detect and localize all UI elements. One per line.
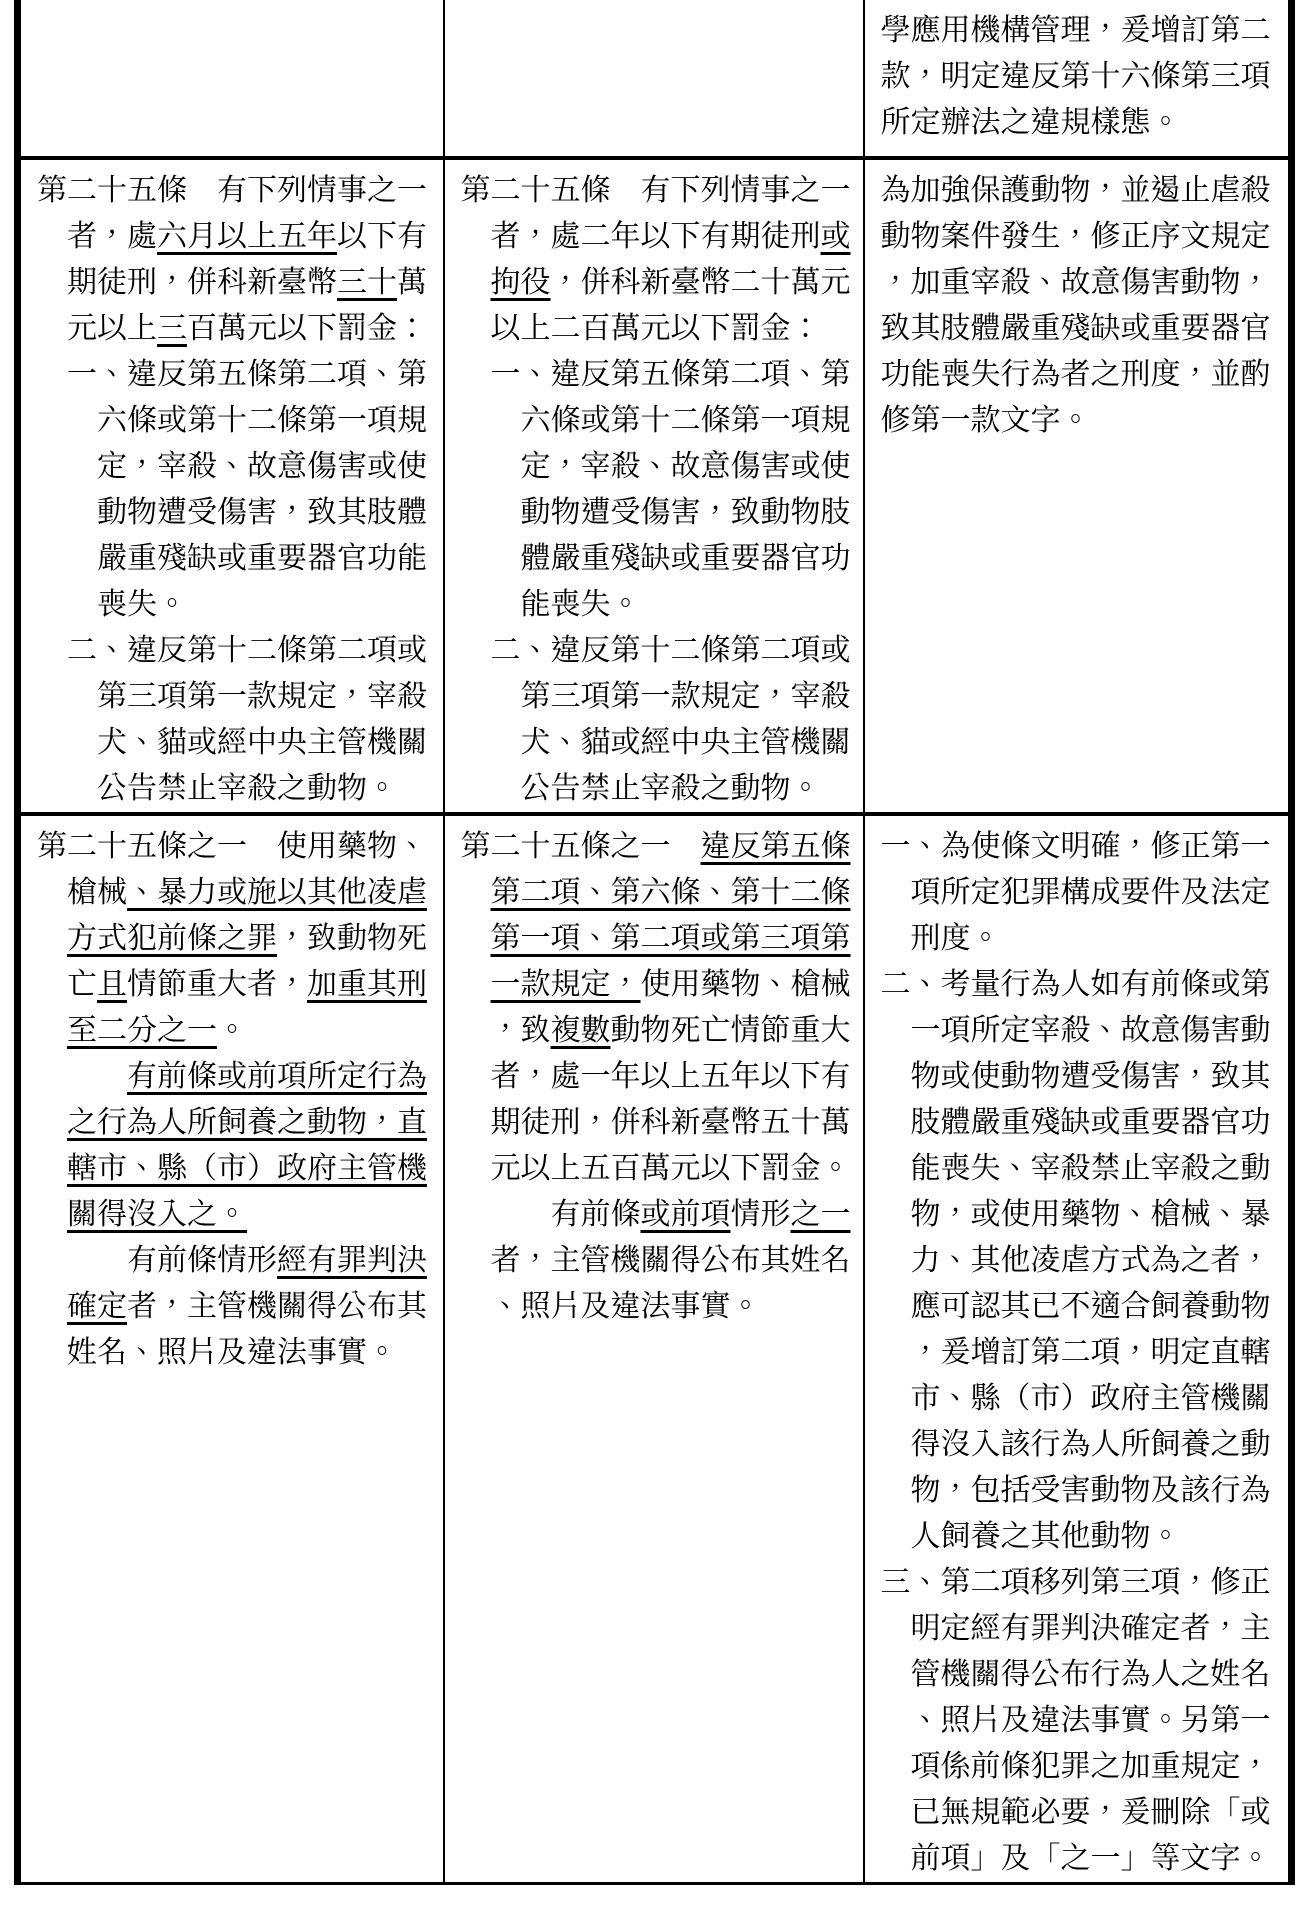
text-segment: 一、違反第五條第二項、第 — [67, 357, 427, 392]
text-line — [881, 54, 1277, 100]
text-line — [461, 1146, 851, 1192]
text-segment: 三、第二項移列第三項，修正 — [880, 1565, 1271, 1600]
text-line — [461, 1192, 851, 1238]
text-line — [461, 352, 851, 398]
explanation-cell-continuation — [864, 0, 1292, 158]
text-line — [461, 720, 851, 766]
text-line — [881, 916, 1277, 962]
text-line — [881, 1468, 1277, 1514]
text-segment: 六條或第十二條第一項規 — [520, 403, 851, 438]
text-line — [461, 444, 851, 490]
text-line — [881, 1054, 1277, 1100]
underlined-text-segment: 、暴力或施以其他凌虐 — [127, 875, 427, 910]
underlined-text-segment: 拘役 — [490, 265, 551, 300]
text-line — [37, 168, 431, 214]
text-segment: 情形 — [730, 1197, 791, 1232]
text-line — [37, 1100, 431, 1146]
text-line — [461, 582, 851, 628]
text-line — [461, 168, 851, 214]
text-segment: 百萬元以下罰金： — [187, 311, 427, 346]
text-segment: 嚴重殘缺或重要器官功能 — [97, 541, 427, 576]
text-line — [37, 628, 431, 674]
text-segment: 致其肢體嚴重殘缺或重要器官 — [880, 311, 1271, 346]
text-segment: 已無規範必要，爰刪除「或 — [910, 1795, 1271, 1830]
text-line — [37, 260, 431, 306]
text-segment: 喪失。 — [97, 587, 187, 622]
text-line — [881, 1744, 1277, 1790]
text-segment: 一、為使條文明確，修正第一 — [880, 829, 1271, 864]
text-line — [881, 1422, 1277, 1468]
text-line — [881, 398, 1277, 444]
text-segment: 物或使動物遭受傷害，致其 — [910, 1059, 1271, 1094]
text-segment: ，致動物死 — [277, 921, 427, 956]
text-line — [881, 1100, 1277, 1146]
underlined-text-segment: 至二分之一 — [67, 1013, 217, 1048]
text-segment: 期徒刑，併科新臺幣 — [67, 265, 337, 300]
text-line — [881, 8, 1277, 54]
text-segment: 物，包括受害動物及該行為 — [910, 1473, 1271, 1508]
text-line — [37, 674, 431, 720]
current-text-cell-continuation — [444, 0, 864, 158]
text-segment: 槍械 — [67, 875, 127, 910]
text-segment: 定，宰殺、故意傷害或使 — [97, 449, 427, 484]
text-line — [881, 1698, 1277, 1744]
text-line — [461, 1284, 851, 1330]
text-segment: 一、違反第五條第二項、第 — [490, 357, 851, 392]
text-segment: 二、考量行為人如有前條或第 — [880, 967, 1271, 1002]
text-segment: 第二十五條 有下列情事之一 — [37, 173, 427, 208]
text-segment: 第三項第一款規定，宰殺 — [520, 679, 851, 714]
text-segment: 力、其他凌虐方式為之者， — [910, 1243, 1271, 1278]
text-line — [37, 1284, 431, 1330]
amended-text-cell-article-25-1 — [18, 814, 444, 1884]
text-line — [37, 1146, 431, 1192]
text-line — [37, 824, 431, 870]
text-segment: 使用藥物、槍械 — [640, 967, 851, 1002]
explanation-cell-article-25 — [864, 158, 1292, 814]
underlined-text-segment: 有前條或前項所定行為 — [127, 1059, 427, 1094]
underlined-text-segment: 六月以上五年 — [157, 219, 337, 254]
text-line — [881, 1146, 1277, 1192]
text-line — [461, 674, 851, 720]
amended-text-cell-article-25 — [18, 158, 444, 814]
law-comparison-table — [14, 0, 1295, 1885]
text-segment: 、照片及違法事實。 — [490, 1289, 761, 1324]
text-segment: 公告禁止宰殺之動物。 — [97, 771, 397, 806]
underlined-text-segment: 之一 — [790, 1197, 851, 1232]
underlined-text-segment: 經有罪判決 — [277, 1243, 427, 1278]
text-line — [37, 1192, 431, 1238]
underlined-text-segment: 方式犯前條之罪 — [67, 921, 277, 956]
text-line — [37, 766, 431, 812]
text-segment: 。 — [217, 1013, 247, 1048]
amended-text-cell-continuation — [18, 0, 444, 158]
text-line — [461, 260, 851, 306]
text-line — [881, 1606, 1277, 1652]
text-segment: ，加重宰殺、故意傷害動物， — [880, 265, 1271, 300]
underlined-text-segment: 加重其刑 — [307, 967, 427, 1002]
underlined-text-segment: 關得沒入之。 — [67, 1197, 247, 1232]
underlined-text-segment: 且 — [97, 967, 127, 1002]
text-segment: 犬、貓或經中央主管機關 — [97, 725, 427, 760]
text-line — [461, 536, 851, 582]
text-line — [37, 214, 431, 260]
text-line — [881, 1652, 1277, 1698]
text-segment: 刑度。 — [910, 921, 1001, 956]
text-segment: ，爰增訂第二項，明定直轄 — [910, 1335, 1271, 1370]
text-line — [881, 1836, 1277, 1882]
text-line — [461, 824, 851, 870]
text-line — [37, 398, 431, 444]
text-segment: 二、違反第十二條第二項或 — [490, 633, 851, 668]
text-segment: 公告禁止宰殺之動物。 — [520, 771, 821, 806]
text-line — [881, 1192, 1277, 1238]
text-line — [461, 1054, 851, 1100]
text-segment: 犬、貓或經中央主管機關 — [520, 725, 851, 760]
underlined-text-segment: 或 — [820, 219, 851, 254]
text-line — [881, 214, 1277, 260]
text-segment: 前項」及「之一」等文字。 — [910, 1841, 1271, 1876]
text-line — [461, 214, 851, 260]
text-line — [37, 870, 431, 916]
text-line — [37, 720, 431, 766]
text-segment: 第二十五條之一 使用藥物、 — [37, 829, 427, 864]
text-line — [881, 1284, 1277, 1330]
text-segment: 第二十五條之一 — [460, 829, 701, 864]
text-segment: 款，明定違反第十六條第三項 — [880, 59, 1271, 94]
underlined-text-segment: 複數 — [550, 1013, 611, 1048]
text-segment: 動物遭受傷害，致動物肢 — [520, 495, 851, 530]
text-line — [37, 1330, 431, 1376]
text-segment: 肢體嚴重殘缺或重要器官功 — [910, 1105, 1271, 1140]
text-segment: 者，主管機關得公布其 — [127, 1289, 427, 1324]
text-line — [37, 490, 431, 536]
underlined-text-segment: 第一項、第二項或第三項第 — [490, 921, 851, 956]
text-line — [37, 916, 431, 962]
text-line — [881, 1376, 1277, 1422]
text-segment: 六條或第十二條第一項規 — [97, 403, 427, 438]
text-line — [461, 1238, 851, 1284]
text-segment: 管機關得公布行為人之姓名 — [910, 1657, 1271, 1692]
text-segment: 項所定犯罪構成要件及法定 — [910, 875, 1271, 910]
text-segment: ，併科新臺幣二十萬元 — [550, 265, 851, 300]
underlined-text-segment: 一款規定， — [490, 967, 641, 1002]
text-segment: 者，主管機關得公布其姓名 — [490, 1243, 851, 1278]
text-segment: 修第一款文字。 — [880, 403, 1091, 438]
text-segment: 定，宰殺、故意傷害或使 — [520, 449, 851, 484]
text-line — [881, 260, 1277, 306]
text-segment: 能喪失、宰殺禁止宰殺之動 — [910, 1151, 1271, 1186]
text-segment: 物，或使用藥物、槍械、暴 — [910, 1197, 1271, 1232]
text-line — [37, 444, 431, 490]
underlined-text-segment: 違反第五條 — [700, 829, 851, 864]
text-line — [461, 766, 851, 812]
text-line — [881, 962, 1277, 1008]
text-segment: 功能喪失行為者之刑度，並酌 — [880, 357, 1271, 392]
text-segment: 萬 — [397, 265, 427, 300]
text-segment: 以下有 — [337, 219, 427, 254]
text-segment: 元以上五百萬元以下罰金。 — [490, 1151, 851, 1186]
text-segment: 明定經有罪判決確定者，主 — [910, 1611, 1271, 1646]
text-segment: 得沒入該行為人所飼養之動 — [910, 1427, 1271, 1462]
text-line — [461, 306, 851, 352]
table-row-continuation — [18, 0, 1292, 158]
text-segment: 元以上 — [67, 311, 157, 346]
text-line — [37, 1238, 431, 1284]
text-segment: 者，處二年以下有期徒刑 — [490, 219, 821, 254]
text-segment: 姓名、照片及違法事實。 — [67, 1335, 397, 1370]
text-segment: 第三項第一款規定，宰殺 — [97, 679, 427, 714]
text-segment: 動物案件發生，修正序文規定 — [880, 219, 1271, 254]
text-segment: 有前條情形 — [127, 1243, 277, 1278]
text-segment: ，致 — [490, 1013, 551, 1048]
text-segment: 一項所定宰殺、故意傷害動 — [910, 1013, 1271, 1048]
text-segment: 第二十五條 有下列情事之一 — [460, 173, 851, 208]
text-line — [881, 870, 1277, 916]
text-segment: 市、縣（市）政府主管機關 — [910, 1381, 1271, 1416]
text-line — [37, 1054, 431, 1100]
text-line — [461, 1008, 851, 1054]
text-line — [881, 1560, 1277, 1606]
text-segment: 動物死亡情節重大 — [610, 1013, 851, 1048]
text-line — [37, 352, 431, 398]
underlined-text-segment: 三 — [157, 311, 187, 346]
text-segment: 、照片及違法事實。另第一 — [910, 1703, 1271, 1738]
text-line — [461, 398, 851, 444]
underlined-text-segment: 或前項 — [640, 1197, 731, 1232]
text-segment: 人飼養之其他動物。 — [910, 1519, 1181, 1554]
explanation-cell-article-25-1 — [864, 814, 1292, 1884]
table-row-article-25-1 — [18, 814, 1292, 1884]
text-line — [37, 306, 431, 352]
text-line — [881, 306, 1277, 352]
text-segment: 動物遭受傷害，致其肢體 — [97, 495, 427, 530]
text-segment: 者，處 — [67, 219, 157, 254]
text-segment: 情節重大者， — [127, 967, 307, 1002]
current-text-cell-article-25-1 — [444, 814, 864, 1884]
text-line — [461, 1100, 851, 1146]
underlined-text-segment: 確定 — [67, 1289, 127, 1324]
table-row-article-25 — [18, 158, 1292, 814]
text-line — [881, 352, 1277, 398]
text-segment: 亡 — [67, 967, 97, 1002]
current-text-cell-article-25 — [444, 158, 864, 814]
text-segment: 所定辦法之違規樣態。 — [880, 105, 1181, 140]
text-line — [881, 1514, 1277, 1560]
text-line — [37, 536, 431, 582]
text-segment: 二、違反第十二條第二項或 — [67, 633, 427, 668]
text-segment: 期徒刑，併科新臺幣五十萬 — [490, 1105, 851, 1140]
text-line — [461, 490, 851, 536]
text-segment: 應可認其已不適合飼養動物 — [910, 1289, 1271, 1324]
text-segment: 有前條 — [550, 1197, 641, 1232]
text-line — [461, 628, 851, 674]
text-segment: 項係前條犯罪之加重規定， — [910, 1749, 1271, 1784]
text-line — [461, 916, 851, 962]
text-line — [881, 100, 1277, 146]
text-line — [37, 962, 431, 1008]
underlined-text-segment: 轄市、縣（市）政府主管機 — [67, 1151, 427, 1186]
text-line — [461, 962, 851, 1008]
text-line — [881, 1238, 1277, 1284]
text-line — [881, 168, 1277, 214]
text-segment: 者，處一年以上五年以下有 — [490, 1059, 851, 1094]
text-line — [881, 824, 1277, 870]
text-line — [881, 1790, 1277, 1836]
text-segment: 以上二百萬元以下罰金： — [490, 311, 821, 346]
text-line — [37, 1008, 431, 1054]
underlined-text-segment: 第二項、第六條、第十二條 — [490, 875, 851, 910]
text-segment: 學應用機構管理，爰增訂第二 — [880, 13, 1271, 48]
text-line — [881, 1008, 1277, 1054]
text-segment: 為加強保護動物，並遏止虐殺 — [880, 173, 1271, 208]
text-segment: 能喪失。 — [520, 587, 641, 622]
text-line — [461, 870, 851, 916]
underlined-text-segment: 之行為人所飼養之動物，直 — [67, 1105, 427, 1140]
text-segment: 體嚴重殘缺或重要器官功 — [520, 541, 851, 576]
underlined-text-segment: 三十 — [337, 265, 397, 300]
text-line — [881, 1330, 1277, 1376]
text-line — [37, 582, 431, 628]
